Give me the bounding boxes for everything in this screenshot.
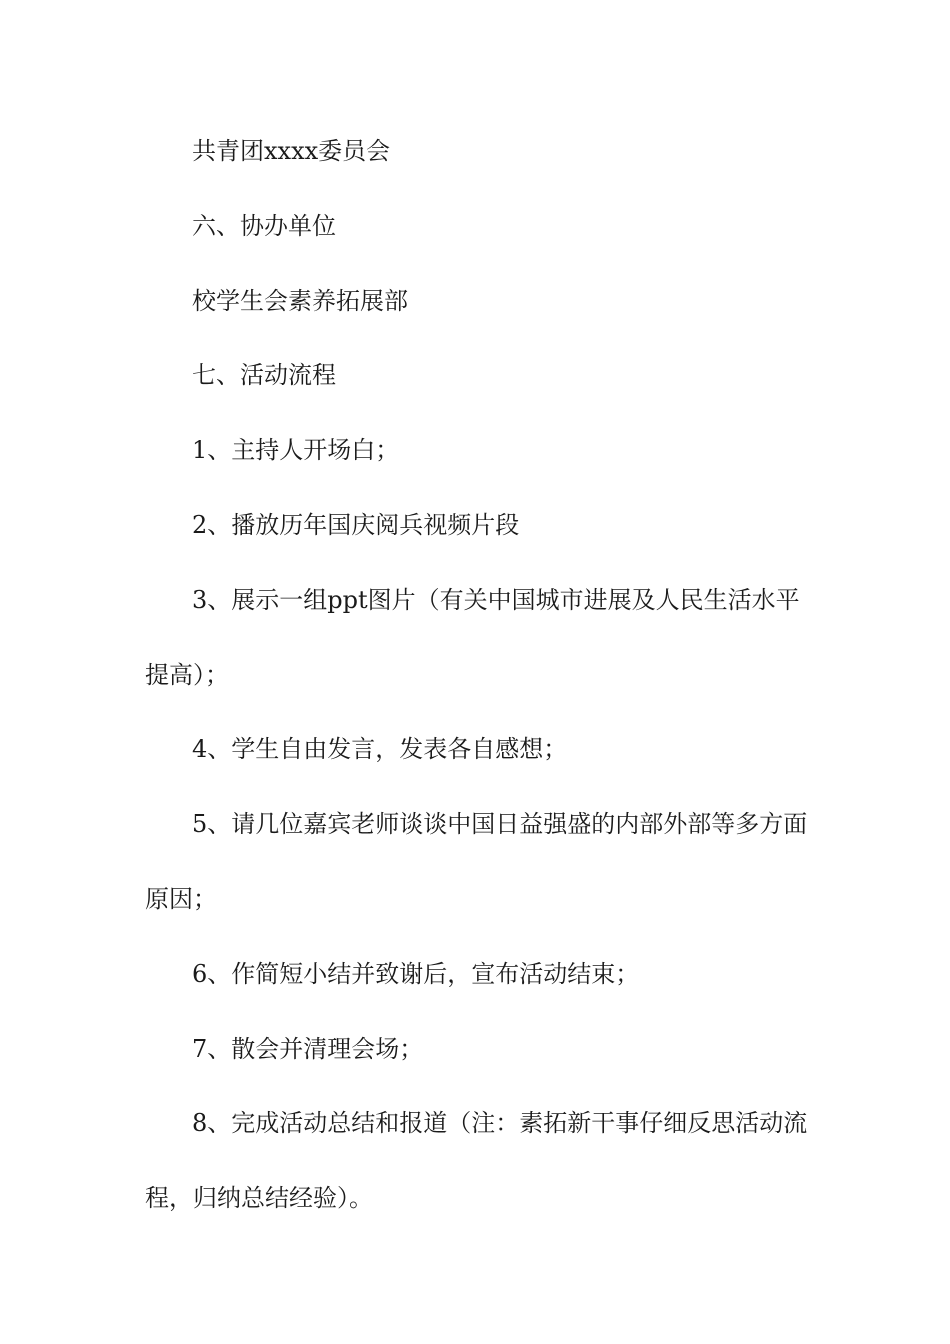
flow-step-5-continued: 原因；: [145, 885, 217, 913]
flow-step-5: 5、请几位嘉宾老师谈谈中国日益强盛的内部外部等多方面: [192, 810, 808, 838]
flow-step-3: 3、展示一组ppt图片（有关中国城市进展及人民生活水平: [192, 586, 800, 614]
flow-step-8: 8、完成活动总结和报道（注：素拓新干事仔细反思活动流: [192, 1109, 808, 1137]
flow-step-2: 2、播放历年国庆阅兵视频片段: [192, 511, 520, 539]
flow-step-8-continued: 程，归纳总结经验）。: [145, 1184, 373, 1212]
co-organizer-text: 校学生会素养拓展部: [192, 287, 408, 315]
section-heading-activity-flow: 七、活动流程: [192, 361, 336, 389]
flow-step-6: 6、作简短小结并致谢后，宣布活动结束；: [192, 960, 640, 988]
flow-step-3-continued: 提高）；: [145, 661, 229, 689]
flow-step-1: 1、主持人开场白；: [192, 436, 400, 464]
flow-step-4: 4、学生自由发言，发表各自感想；: [192, 735, 568, 763]
section-heading-co-organizer: 六、协办单位: [192, 212, 336, 240]
organizer-text: 共青团xxxx委员会: [192, 137, 391, 165]
flow-step-7: 7、散会并清理会场；: [192, 1035, 424, 1063]
